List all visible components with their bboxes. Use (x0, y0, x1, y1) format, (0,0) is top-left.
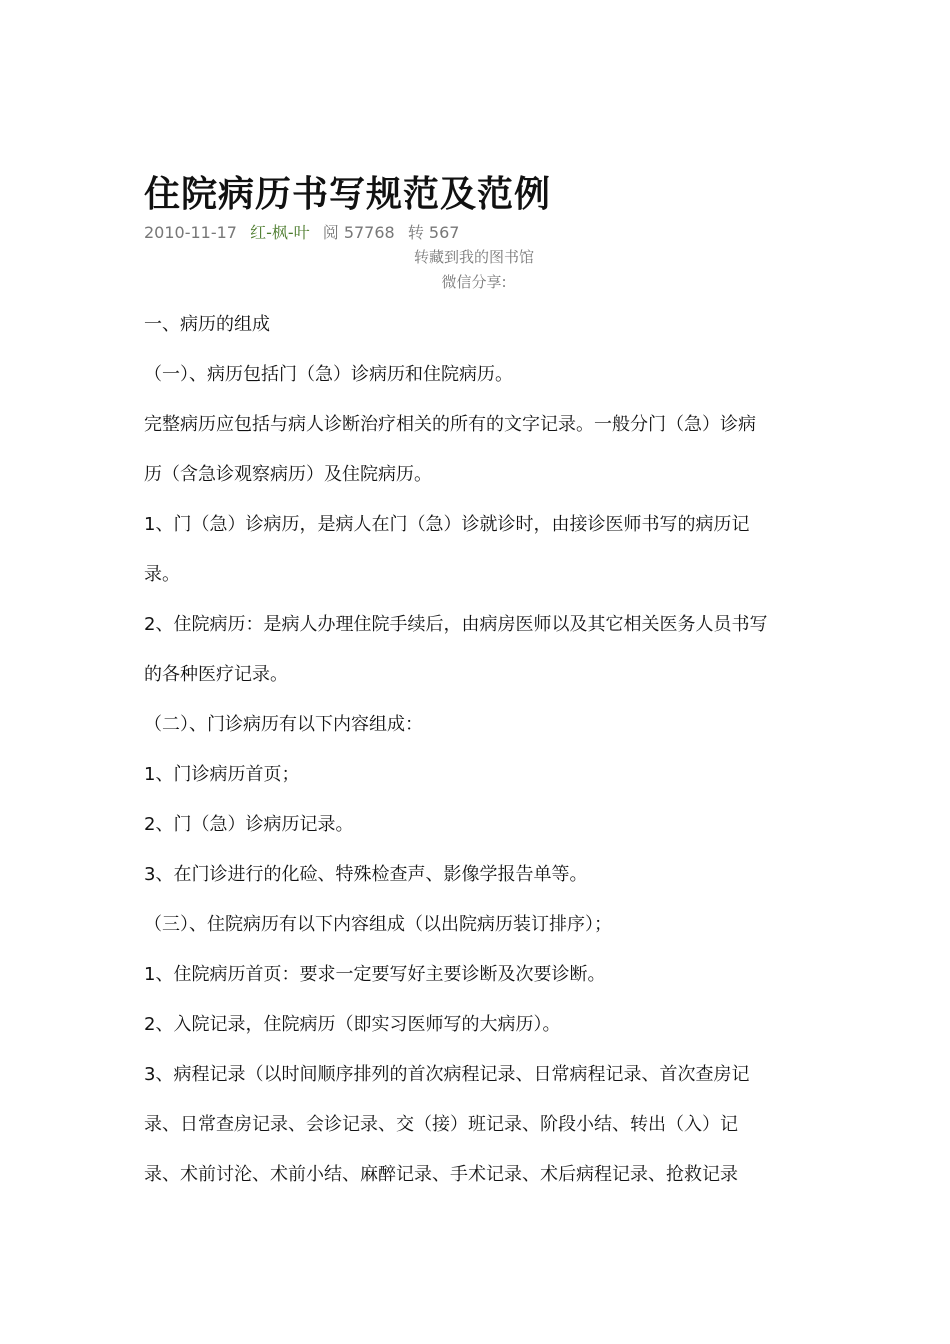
save-to-library-link[interactable]: 转藏到我的图书馆 (413, 248, 534, 266)
body-line: 1、门诊病历首页； (144, 764, 300, 785)
body-line: 1、住院病历首页：要求一定要写好主要诊断及次要诊断。 (144, 964, 606, 985)
article-title: 住院病历书写规范及范例 (144, 173, 552, 216)
body-line: 的各种医疗记录。 (144, 664, 288, 685)
body-line: 录、术前讨沦、术前小结、麻醉记录、手术记录、术后病程记录、抢救记录 (144, 1164, 738, 1185)
body-line: 录、日常查房记录、会诊记录、交（接）班记录、阶段小结、转出（入）记 (144, 1114, 738, 1135)
body-line: 2、住院病历：是病人办理住院手续后，由病房医师以及其它相关医务人员书写 (144, 614, 768, 635)
article-body (144, 300, 814, 1200)
body-line: 一、病历的组成 (144, 314, 270, 335)
article-meta (144, 220, 459, 243)
publish-date: 2010-11-17 (144, 223, 237, 242)
wechat-share-label[interactable]: 微信分享: (441, 273, 507, 291)
read-count: 阅 57768 (322, 223, 395, 242)
body-line: 历（含急诊观察病历）及住院病历。 (144, 464, 432, 485)
body-line: 完整病历应包括与病人诊断治疗相关的所有的文字记录。一般分门（急）诊病 (144, 414, 756, 435)
body-line: 2、门（急）诊病历记录。 (144, 814, 354, 835)
body-line: 3、病程记录（以时间顺序排列的首次病程记录、日常病程记录、首次查房记 (144, 1064, 750, 1085)
body-line: 3、在门诊进行的化硷、特殊检查声、影像学报告单等。 (144, 864, 588, 885)
share-count: 转 567 (407, 223, 460, 242)
body-line: （二）、门诊病历有以下内容组成： (144, 714, 423, 735)
author-link[interactable]: 红-枫-叶 (250, 223, 310, 242)
body-line: （一）、病历包括门（急）诊病历和住院病历。 (144, 364, 513, 385)
body-line: 2、入院记录，住院病历（即实习医师写的大病历）。 (144, 1014, 561, 1035)
body-line: 1、门（急）诊病历，是病人在门（急）诊就诊时，由接诊医师书写的病历记 (144, 514, 750, 535)
body-line: （三）、住院病历有以下内容组成（以出院病历装订排序）； (144, 914, 612, 935)
body-line: 录。 (144, 564, 180, 585)
